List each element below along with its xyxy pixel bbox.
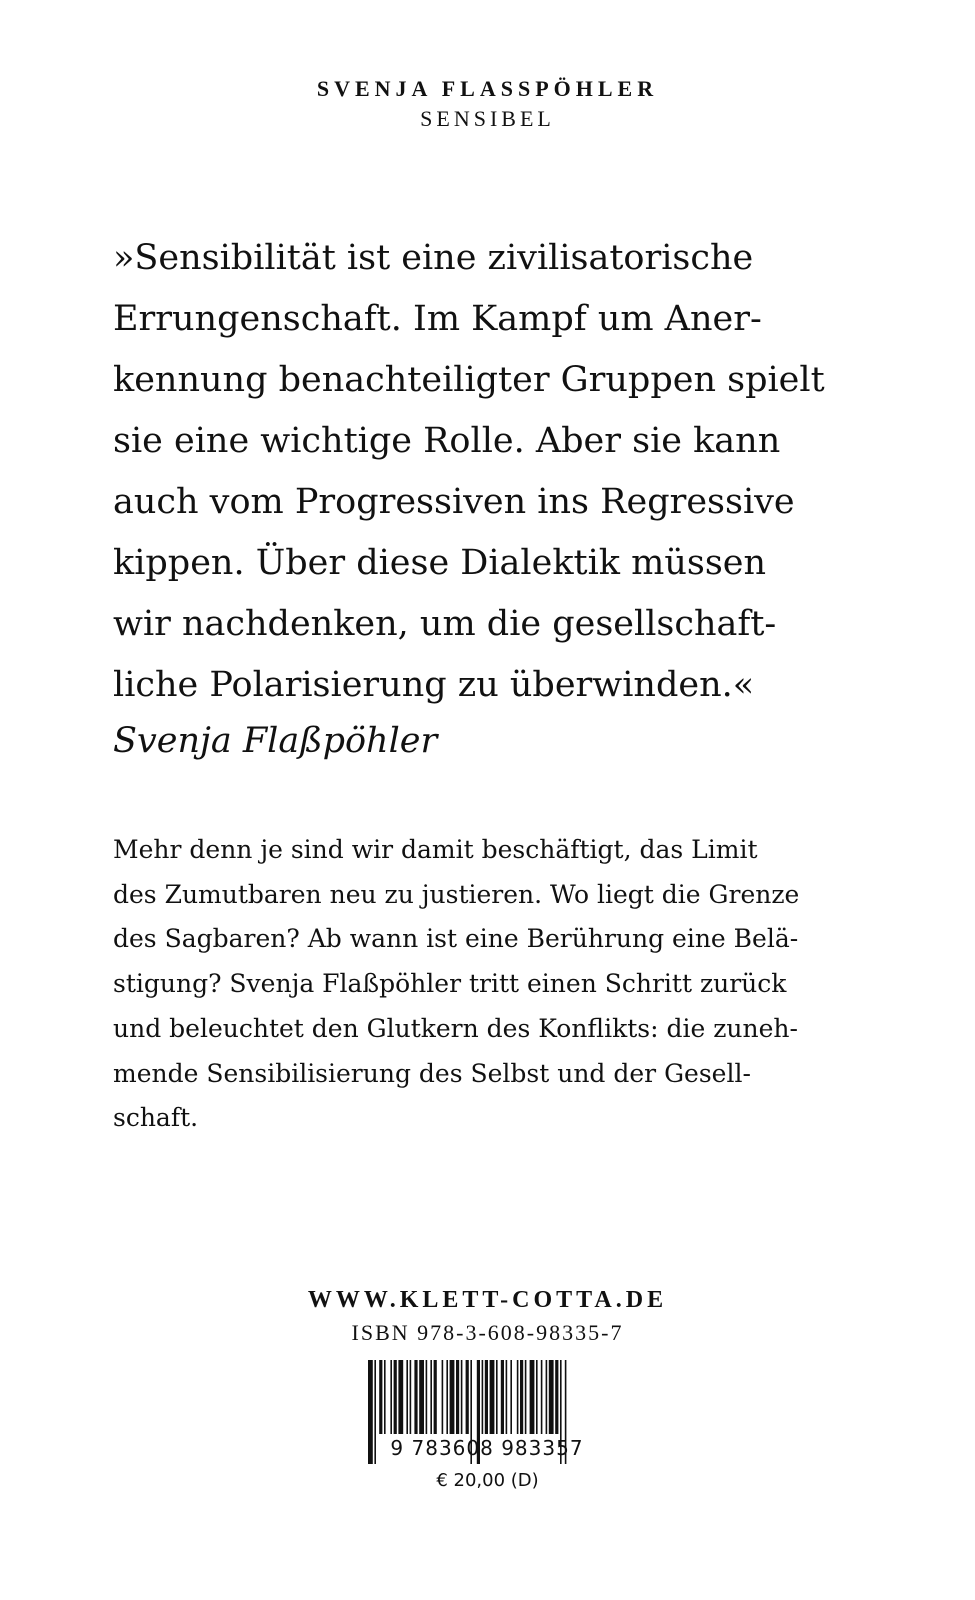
quote-line: liche Polarisierung zu überwinden.« bbox=[113, 665, 755, 705]
book-title: SENSIBEL bbox=[420, 106, 555, 131]
barcode-bar bbox=[501, 1360, 504, 1434]
blurb-line: des Sagbaren? Ab wann ist eine Berührung eine Belä- bbox=[113, 924, 799, 954]
barcode-bar bbox=[490, 1360, 495, 1434]
quote-line: Errungenschaft. Im Kampf um Aner- bbox=[113, 299, 762, 339]
barcode-bar bbox=[426, 1360, 428, 1434]
barcode-bar bbox=[482, 1360, 484, 1434]
barcode-digits: 9 783608 983357 bbox=[390, 1436, 584, 1460]
barcode-bar bbox=[456, 1360, 459, 1434]
barcode-bar bbox=[390, 1360, 392, 1434]
quote-line: kennung benachteiligter Gruppen spielt bbox=[113, 360, 825, 400]
barcode-bar bbox=[546, 1360, 548, 1434]
barcode-bar bbox=[442, 1360, 444, 1434]
barcode-bar bbox=[525, 1360, 527, 1434]
barcode-bar bbox=[384, 1360, 386, 1434]
pull-quote bbox=[113, 228, 913, 716]
author-name: SVENJA FLASSPÖHLER bbox=[316, 76, 659, 101]
barcode-bar bbox=[419, 1360, 424, 1434]
barcode-bar bbox=[520, 1360, 523, 1434]
blurb-line: Mehr denn je sind wir damit beschäftigt, das Limit bbox=[113, 835, 758, 864]
blurb-line: schaft. bbox=[113, 1103, 199, 1133]
quote-attribution: Svenja Flaßpöhler bbox=[113, 721, 438, 761]
barcode-bar bbox=[406, 1360, 408, 1434]
barcode-bar bbox=[506, 1360, 508, 1434]
barcode-bar bbox=[398, 1360, 403, 1434]
barcode-bar bbox=[379, 1360, 382, 1434]
barcode-bar bbox=[536, 1360, 538, 1434]
quote-line: kippen. Über diese Dialektik müssen bbox=[113, 543, 767, 583]
barcode-bar bbox=[434, 1360, 437, 1434]
barcode-bar bbox=[414, 1360, 417, 1434]
barcode-bar bbox=[394, 1360, 397, 1434]
barcode-bar bbox=[430, 1360, 432, 1434]
barcode-bar bbox=[461, 1360, 463, 1434]
barcode-bar bbox=[530, 1360, 535, 1434]
quote-line: sie eine wichtige Rolle. Aber sie kann bbox=[113, 421, 781, 461]
quote-line: »Sensibilität ist eine zivilisatorische bbox=[113, 238, 754, 278]
blurb-line: und beleuchtet den Glutkern des Konflikts: die zuneh- bbox=[113, 1013, 798, 1043]
barcode-bar bbox=[555, 1360, 558, 1434]
barcode-bar bbox=[549, 1360, 554, 1434]
barcode-bar bbox=[541, 1360, 543, 1434]
barcode-bar bbox=[510, 1360, 512, 1434]
blurb-line: stigung? Svenja Flaßpöhler tritt einen Schritt zurück bbox=[113, 969, 787, 999]
barcode-bar bbox=[450, 1360, 455, 1434]
barcode-bar bbox=[410, 1360, 412, 1434]
quote-line: auch vom Progressiven ins Regressive bbox=[113, 482, 795, 522]
quote-line: wir nachdenken, um die gesellschaft- bbox=[113, 604, 777, 644]
barcode-bar bbox=[485, 1360, 488, 1434]
blurb-line: mende Sensibilisierung des Selbst und der Gesell- bbox=[113, 1058, 751, 1088]
publisher-website: WWW.KLETT-COTTA.DE bbox=[307, 1287, 668, 1313]
barcode-bar bbox=[517, 1360, 519, 1434]
publisher-footer bbox=[0, 1283, 975, 1349]
barcode-bar bbox=[466, 1360, 469, 1434]
barcode-bar bbox=[496, 1360, 498, 1434]
blurb-text bbox=[113, 828, 913, 1141]
blurb-line: des Zumutbaren neu zu justieren. Wo liegt die Grenze bbox=[113, 879, 800, 909]
cover-header bbox=[0, 74, 975, 134]
barcode-bar bbox=[446, 1360, 448, 1434]
price: € 20,00 (D) bbox=[436, 1470, 539, 1491]
isbn-number: ISBN 978-3-608-98335-7 bbox=[351, 1320, 624, 1345]
